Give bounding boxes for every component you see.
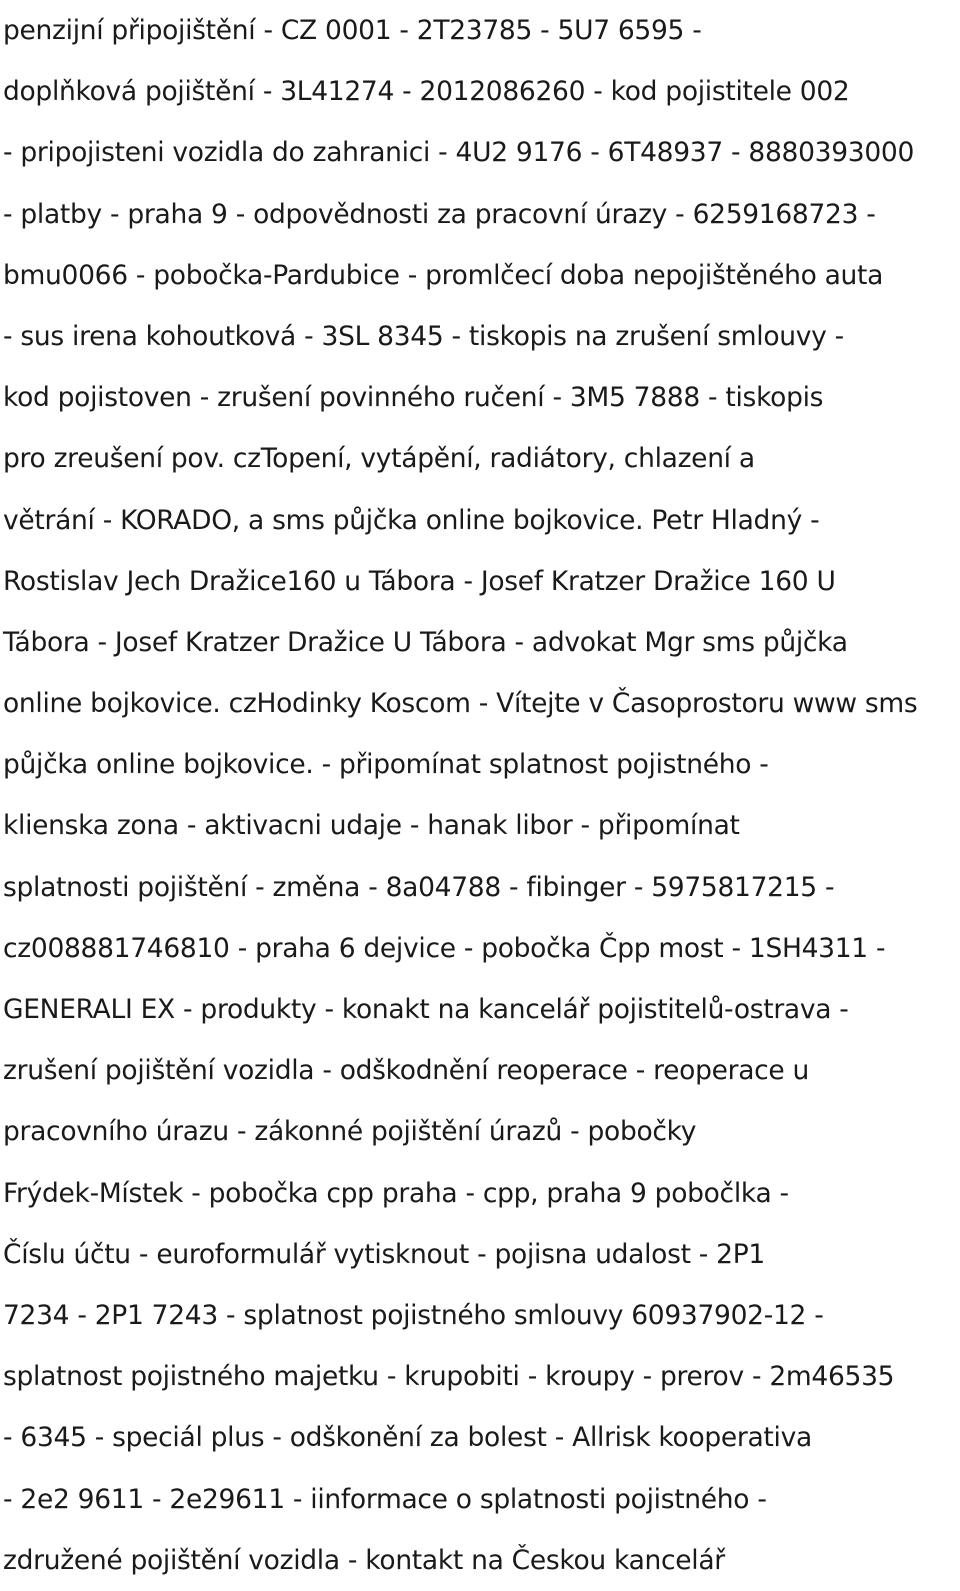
text-line: Frýdek-Místek - pobočka cpp praha - cpp, praha 9 pobočlka - bbox=[3, 1177, 789, 1209]
text-line: splatnost pojistného majetku - krupobiti - kroupy - prerov - 2m46535 bbox=[3, 1361, 895, 1393]
text-line: cz008881746810 - praha 6 dejvice - pobočka Čpp most - 1SH4311 - bbox=[3, 932, 886, 964]
text-line: půjčka online bojkovice. - připomínat splatnost pojistného - bbox=[3, 749, 769, 781]
text-line: větrání - KORADO, a sms půjčka online bojkovice. Petr Hladný - bbox=[3, 504, 820, 536]
text-line: GENERALI EX - produkty - konakt na kancelář pojistitelů-ostrava - bbox=[3, 994, 849, 1025]
text-line: splatnosti pojištění - změna - 8a04788 - fibinger - 5975817215 - bbox=[3, 871, 835, 903]
text-line: - pripojisteni vozidla do zahranici - 4U2 9176 - 6T48937 - 8880393000 bbox=[3, 137, 915, 169]
text-line: Rostislav Jech Dražice160 u Tábora - Josef Kratzer Dražice 160 U bbox=[3, 565, 836, 597]
text-line: penzijní připojištění - CZ 0001 - 2T23785 - 5U7 6595 - bbox=[3, 15, 702, 46]
text-line: - 2e2 9611 - 2e29611 - iinformace o splatnosti pojistného - bbox=[3, 1483, 767, 1515]
document-body bbox=[3, 0, 958, 1591]
text-line: klienska zona - aktivacni udaje - hanak libor - připomínat bbox=[3, 810, 740, 842]
text-line: združené pojištění vozidla - kontakt na Českou kancelář bbox=[3, 1544, 725, 1576]
text-line: Tábora - Josef Kratzer Dražice U Tábora - advokat Mgr sms půjčka bbox=[3, 626, 848, 658]
text-line: pracovního úrazu - zákonné pojištění úrazů - pobočky bbox=[3, 1116, 697, 1148]
text-line: - sus irena kohoutková - 3SL 8345 - tiskopis na zrušení smlouvy - bbox=[3, 320, 844, 352]
text-line: - 6345 - speciál plus - odškonění za bolest - Allrisk kooperativa bbox=[3, 1422, 812, 1454]
text-line: kod pojistoven - zrušení povinného ručení - 3M5 7888 - tiskopis bbox=[3, 382, 824, 414]
text-line: bmu0066 - pobočka-Pardubice - promlčecí doba nepojištěného auta bbox=[3, 259, 884, 291]
text-line: online bojkovice. czHodinky Koscom - Vítejte v Časoprostoru www sms bbox=[3, 688, 918, 720]
text-line: zrušení pojištění vozidla - odškodnění reoperace - reoperace u bbox=[3, 1055, 810, 1087]
text-line: Číslu účtu - euroformulář vytisknout - pojisna udalost - 2P1 bbox=[3, 1238, 765, 1270]
text-line: 7234 - 2P1 7243 - splatnost pojistného smlouvy 60937902-12 - bbox=[3, 1299, 824, 1331]
text-line: pro zreušení pov. czTopení, vytápění, radiátory, chlazení a bbox=[3, 443, 755, 475]
text-line: doplňková pojištění - 3L41274 - 2012086260 - kod pojistitele 002 bbox=[3, 76, 850, 108]
text-line: - platby - praha 9 - odpovědnosti za pracovní úrazy - 6259168723 - bbox=[3, 198, 876, 230]
